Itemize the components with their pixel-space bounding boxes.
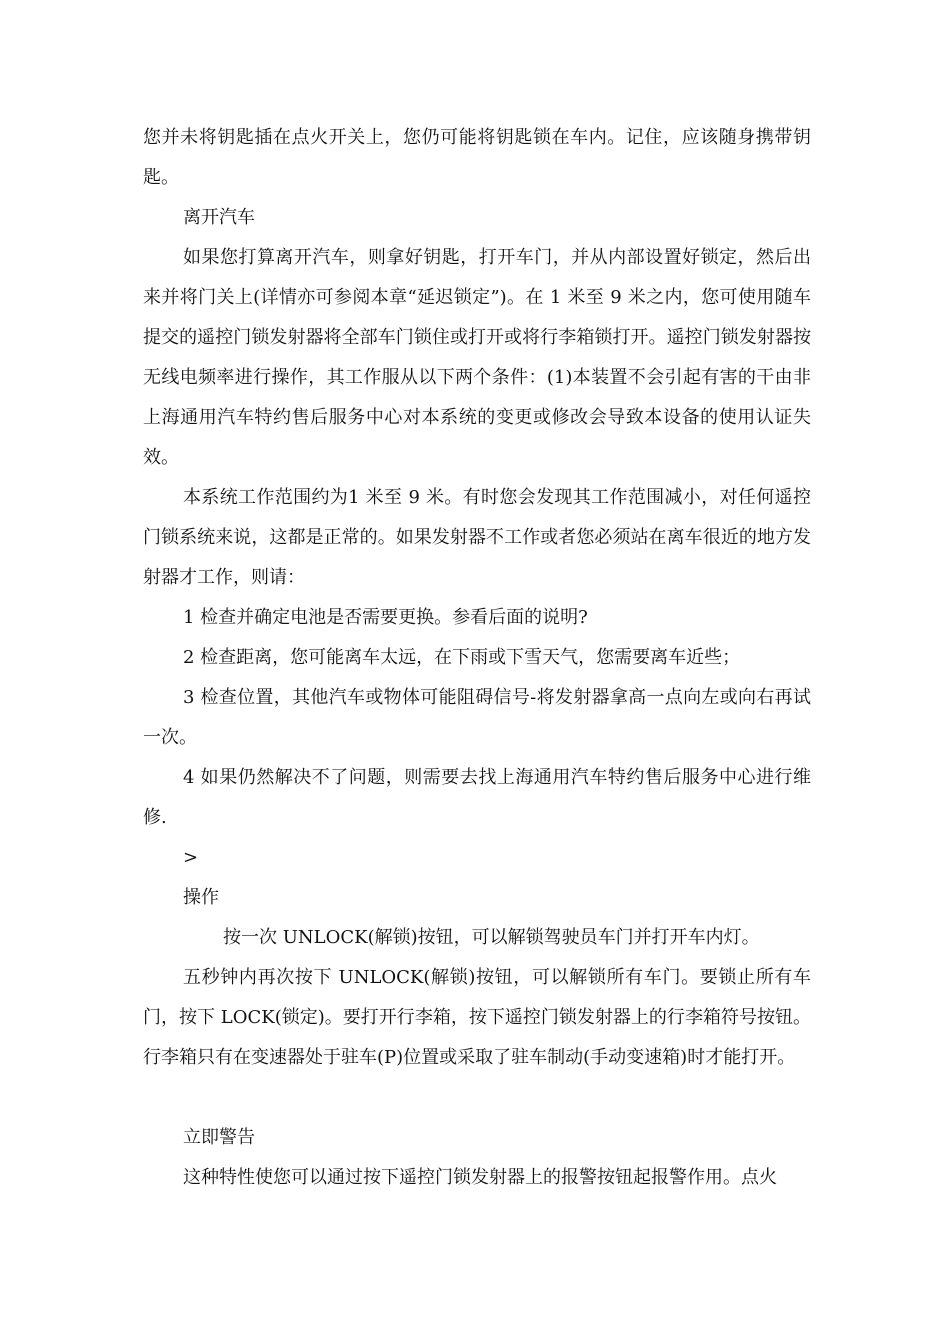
heading-leaving-car: 离开汽车: [183, 207, 255, 228]
list-item-1: 1 检查并确定电池是否需要更换。参看后面的说明?: [183, 607, 588, 628]
paragraph-alarm: 这种特性使您可以通过按下遥控门锁发射器上的报警按钮起报警作用。点火: [183, 1167, 777, 1188]
symbol-line: >: [183, 847, 199, 868]
list-item-4: 4 如果仍然解决不了问题，则需要去找上海通用汽车特约售后服务中心进行维修.: [143, 767, 811, 828]
list-item-3: 3 检查位置，其他汽车或物体可能阻碍信号-将发射器拿高一点向左或向右再试一次。: [143, 687, 811, 748]
paragraph-unlock-once: 按一次 UNLOCK(解锁)按钮，可以解锁驾驶员车门并打开车内灯。: [223, 927, 760, 948]
paragraph-leaving-car: 如果您打算离开汽车，则拿好钥匙，打开车门，并从内部设置好锁定，然后出来并将门关上(详情亦可参阅本章“延迟锁定”)。在 1 米至 9 米之内，您可使用随车提交的遥控门锁发射器将全部车门锁住或打开或将行李箱锁打开。遥控门锁发射器按无线电频率进行操作，其工作服从以下两个条件：(1)本装置不会引起有害的干由非上海通用汽车特约售后服务中心对本系统的变更或修改会导致本设备的使用认证失效。: [143, 247, 811, 468]
paragraph-range: 本系统工作范围约为1 米至 9 米。有时您会发现其工作范围减小，对任何遥控门锁系统来说，这都是正常的。如果发射器不工作或者您必须站在离车很近的地方发射器才工作，则请：: [143, 487, 811, 588]
list-item-2: 2 检查距离，您可能离车太远，在下雨或下雪天气，您需要离车近些；: [183, 647, 741, 668]
heading-instant-alarm: 立即警告: [183, 1127, 255, 1148]
heading-operation: 操作: [183, 887, 219, 908]
paragraph-unlock-all: 五秒钟内再次按下 UNLOCK(解锁)按钮，可以解锁所有车门。要锁止所有车门，按下 LOCK(锁定)。要打开行李箱，按下遥控门锁发射器上的行李箱符号按钮。行李箱只有在变速器处于驻车(P)位置或采取了驻车制动(手动变速箱)时才能打开。: [143, 967, 811, 1068]
paragraph-key-warning: 您并未将钥匙插在点火开关上，您仍可能将钥匙锁在车内。记住，应该随身携带钥匙。: [143, 127, 811, 188]
